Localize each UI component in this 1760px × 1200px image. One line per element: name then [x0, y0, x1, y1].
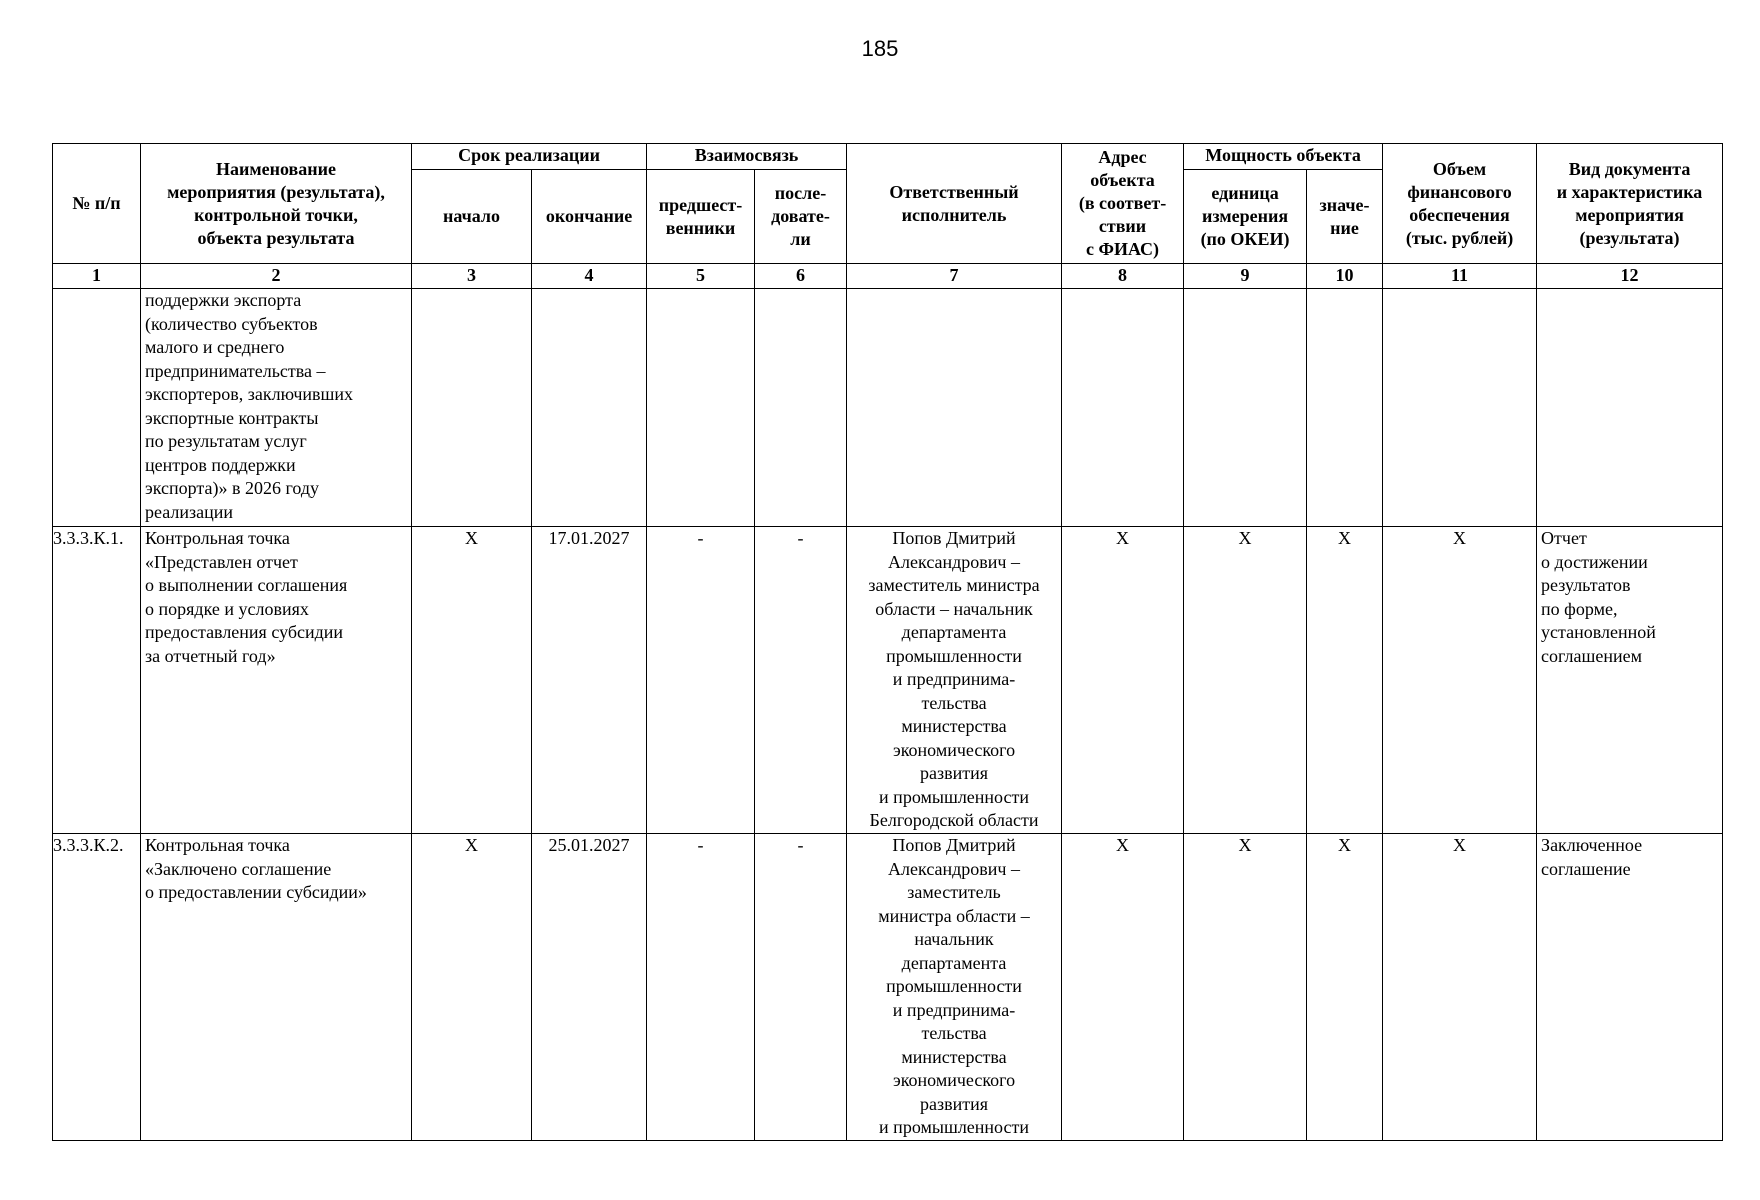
row-name: Контрольная точка «Представлен отчет о выполнении соглашения о порядке и условиях предоставления субсидии за отчетный год» — [141, 527, 412, 834]
row-address: X — [1062, 834, 1184, 1141]
row-successors — [755, 289, 847, 527]
table-row — [53, 527, 1723, 834]
row-predecessors — [647, 289, 755, 527]
column-number: 3 — [412, 264, 532, 289]
column-number: 12 — [1537, 264, 1723, 289]
row-responsible — [847, 289, 1062, 527]
row-value — [1307, 289, 1383, 527]
header-name: Наименование мероприятия (результата), контрольной точки, объекта результата — [141, 144, 412, 264]
row-predecessors: - — [647, 527, 755, 834]
row-finance — [1383, 289, 1537, 527]
row-doc: Заключенное соглашение — [1537, 834, 1723, 1141]
page-number: 185 — [861, 36, 899, 61]
row-value: X — [1307, 834, 1383, 1141]
header-unit: единица измерения (по ОКЕИ) — [1184, 170, 1307, 264]
column-number: 7 — [847, 264, 1062, 289]
row-doc: Отчет о достижении результатов по форме, установленной соглашением — [1537, 527, 1723, 834]
row-end: 25.01.2027 — [532, 834, 647, 1141]
column-number: 4 — [532, 264, 647, 289]
column-number: 2 — [141, 264, 412, 289]
row-start: X — [412, 834, 532, 1141]
column-numbers-row — [53, 264, 1723, 289]
row-start: X — [412, 527, 532, 834]
header-term: Срок реализации — [412, 144, 647, 170]
row-name: поддержки экспорта (количество субъектов малого и среднего предпринимательства – экспортеров, заключивших экспортные контракты по результатам услуг центров поддержки экспорта)» в 2026 году реализации — [141, 289, 412, 527]
row-unit — [1184, 289, 1307, 527]
header-successors: после- довате- ли — [755, 170, 847, 264]
header-address: Адрес объекта (в соответ- ствии с ФИАС) — [1062, 144, 1184, 264]
column-number: 6 — [755, 264, 847, 289]
table-row — [53, 289, 1723, 527]
row-unit: X — [1184, 527, 1307, 834]
plan-table — [52, 143, 1723, 1141]
header-capacity: Мощность объекта — [1184, 144, 1383, 170]
row-successors: - — [755, 527, 847, 834]
row-end — [532, 289, 647, 527]
header-relation: Взаимосвязь — [647, 144, 847, 170]
row-address — [1062, 289, 1184, 527]
header-num: № п/п — [53, 144, 141, 264]
row-number: 3.3.3.К.2. — [53, 834, 141, 1141]
row-name: Контрольная точка «Заключено соглашение о предоставлении субсидии» — [141, 834, 412, 1141]
column-number: 9 — [1184, 264, 1307, 289]
row-responsible: Попов Дмитрий Александрович – заместитель министра области – начальник департамента промышленности и предпринима- тельства министерства экономического развития и промышленности Белгородской области — [847, 527, 1062, 834]
row-finance: X — [1383, 527, 1537, 834]
row-value: X — [1307, 527, 1383, 834]
table-row — [53, 834, 1723, 1141]
column-number: 10 — [1307, 264, 1383, 289]
header-doc: Вид документа и характеристика мероприятия (результата) — [1537, 144, 1723, 264]
row-address: X — [1062, 527, 1184, 834]
row-responsible: Попов Дмитрий Александрович – заместитель министра области – начальник департамента промышленности и предпринима- тельства министерства экономического развития и промышленности — [847, 834, 1062, 1141]
column-number: 5 — [647, 264, 755, 289]
row-successors: - — [755, 834, 847, 1141]
row-number: 3.3.3.К.1. — [53, 527, 141, 834]
header-start: начало — [412, 170, 532, 264]
column-number: 8 — [1062, 264, 1184, 289]
row-predecessors: - — [647, 834, 755, 1141]
row-doc — [1537, 289, 1723, 527]
column-number: 1 — [53, 264, 141, 289]
column-number: 11 — [1383, 264, 1537, 289]
header-end: окончание — [532, 170, 647, 264]
row-start — [412, 289, 532, 527]
header-responsible: Ответственный исполнитель — [847, 144, 1062, 264]
row-finance: X — [1383, 834, 1537, 1141]
row-unit: X — [1184, 834, 1307, 1141]
row-end: 17.01.2027 — [532, 527, 647, 834]
header-finance: Объем финансового обеспечения (тыс. рублей) — [1383, 144, 1537, 264]
header-predecessors: предшест- венники — [647, 170, 755, 264]
header-value: значе- ние — [1307, 170, 1383, 264]
row-number — [53, 289, 141, 527]
